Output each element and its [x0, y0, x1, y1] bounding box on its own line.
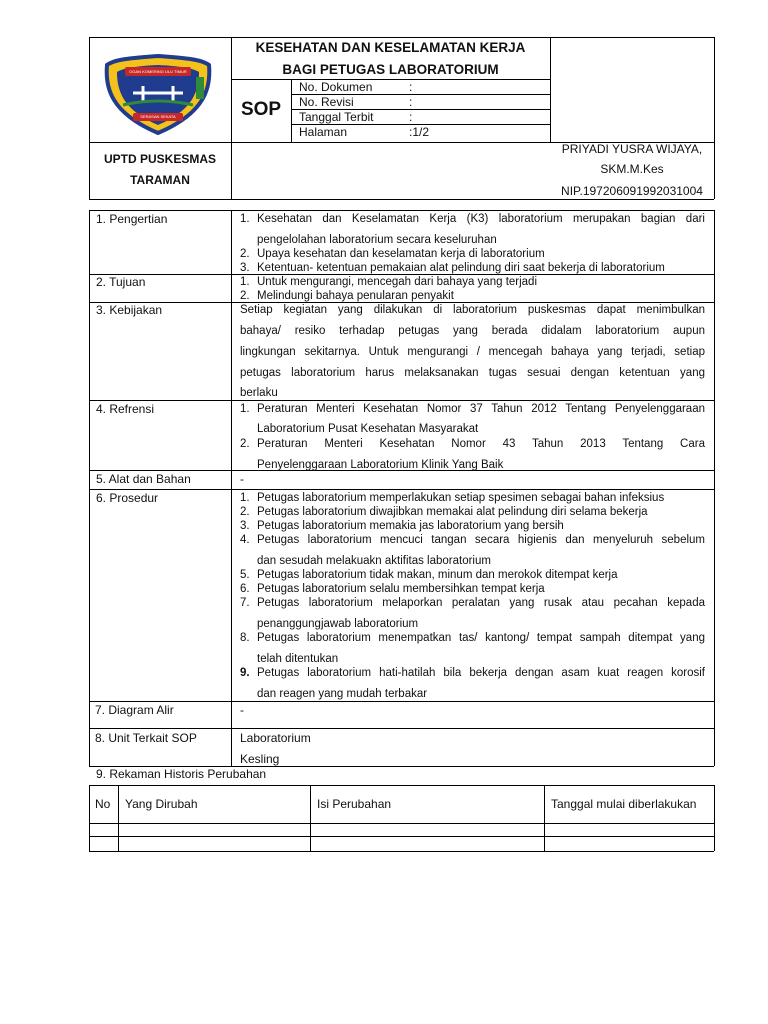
org-name-line2: TARAMAN	[130, 173, 190, 187]
page-title-line1: KESEHATAN DAN KESELAMATAN KERJA	[255, 40, 526, 55]
section-diagram-value: -	[240, 703, 244, 717]
section-label-tujuan: 2. Tujuan	[96, 275, 146, 289]
history-col-changed: Yang Dirubah	[125, 797, 198, 811]
paragraph-line: berlaku	[240, 387, 278, 399]
signer-name: PRIYADI YUSRA WIJAYA,	[561, 142, 703, 156]
page-label: Halaman	[299, 125, 348, 139]
list-item-continuation: Laboratorium Pusat Kesehatan Masyarakat	[257, 423, 479, 435]
logo-text-top: OGAN KOMERING ULU TIMUR	[129, 69, 187, 74]
page-value: :1/2	[409, 125, 430, 139]
list-item-continuation: dan reagen yang mudah terbakar	[257, 688, 428, 700]
section-label-unit: 8. Unit Terkait SOP	[95, 731, 197, 745]
signer-nip: NIP.197206091992031004	[561, 184, 703, 198]
puskesmas-logo	[103, 53, 213, 137]
section-alat-value: -	[240, 472, 244, 486]
paragraph-line: lingkungan sekitarnya. Untuk mengurangi / mencegah bahaya yang terjadi, setiap	[240, 346, 705, 358]
page-title-line2: BAGI PETUGAS LABORATORIUM	[282, 62, 499, 77]
history-col-content: Isi Perubahan	[317, 797, 392, 811]
logo-text-bottom: SERASAN SEKATA	[140, 114, 176, 119]
issue-date-value: :	[409, 110, 413, 124]
history-col-date: Tanggal mulai diberlakukan	[551, 797, 697, 811]
paragraph-line: petugas laboratorium harus melaksanakan tugas sesuai dengan ketentuan yang	[240, 367, 705, 379]
list-item-continuation: dan sesudah melakuakn aktifitas laboratorium	[257, 555, 491, 567]
section-label-alat: 5. Alat dan Bahan	[96, 472, 191, 486]
issue-date-label: Tanggal Terbit	[299, 110, 374, 124]
list-item-continuation: pengelolahan laboratorium secara keseluruhan	[257, 234, 497, 246]
paragraph-line: Setiap kegiatan yang dilakukan di laboratorium puskesmas dapat menimbulkan	[240, 304, 705, 316]
history-title: 9. Rekaman Historis Perubahan	[96, 767, 267, 781]
revision-label: No. Revisi	[299, 95, 354, 109]
section-label-diagram: 7. Diagram Alir	[95, 703, 174, 717]
section-label-referensi: 4. Refrensi	[96, 402, 155, 416]
section-label-prosedur: 6. Prosedur	[96, 491, 159, 505]
list-item-continuation: telah ditentukan	[257, 653, 339, 665]
doc-number-value: :	[409, 80, 413, 94]
list-item-continuation: penanggungjawab laboratorium	[257, 618, 419, 630]
signer-title: SKM.M.Kes	[600, 162, 664, 176]
paragraph-line: bahaya/ resiko terhadap petugas yang berada didalam laboratorium aupun	[240, 325, 705, 337]
doc-number-label: No. Dokumen	[299, 80, 373, 94]
table-row	[90, 824, 714, 836]
unit-item: Laboratorium	[240, 731, 311, 745]
section-label-pengertian: 1. Pengertian	[96, 212, 168, 226]
history-col-no: No	[95, 797, 111, 811]
table-row	[90, 837, 714, 851]
unit-item: Kesling	[240, 752, 280, 766]
section-label-kebijakan: 3. Kebijakan	[96, 303, 163, 317]
list-item-continuation: Penyelenggaraan Laboratorium Klinik Yang Baik	[257, 459, 504, 471]
org-name-line1: UPTD PUSKESMAS	[103, 152, 216, 166]
revision-value: :	[409, 95, 413, 109]
sop-label: SOP	[240, 99, 282, 120]
